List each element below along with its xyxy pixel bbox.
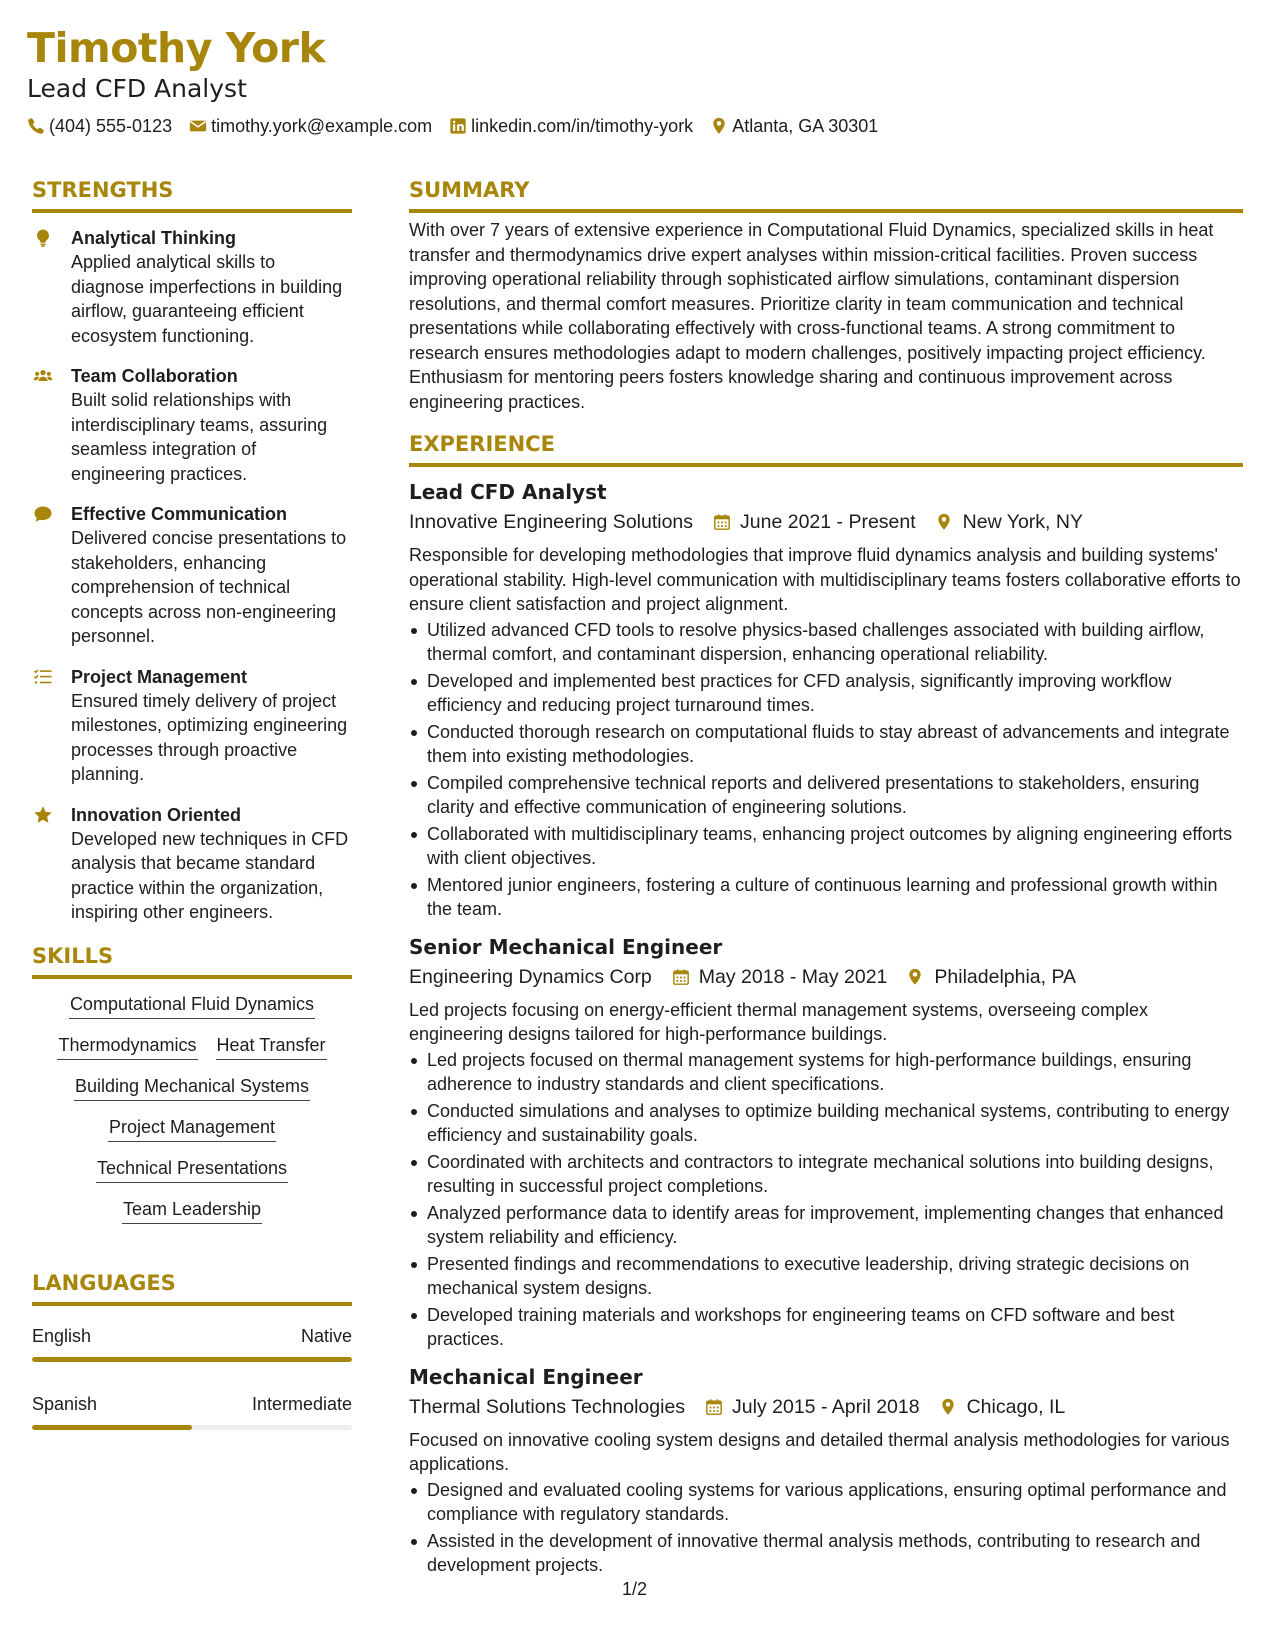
- calendar-icon: [713, 513, 731, 531]
- strength-description: Delivered concise presentations to stakeholders, enhancing comprehension of technical concepts across non-engineering personnel.: [71, 528, 347, 646]
- candidate-title: Lead CFD Analyst: [27, 74, 247, 103]
- strengths-heading: STRENGTHS: [32, 178, 174, 202]
- job-description: Led projects focusing on energy-efficient thermal management systems, overseeing complex engineering designs tailored for high-performance buildings.: [409, 999, 1149, 1044]
- right-column: [409, 175, 1243, 1580]
- skill-row: [60, 992, 324, 1019]
- job-dates: June 2021 - Present: [740, 511, 916, 533]
- experience-list: [409, 477, 1243, 1578]
- strength-title: Effective Communication: [71, 504, 288, 524]
- job-bullet: Mentored junior engineers, fostering a culture of continuous learning and professional growth within the team.: [409, 873, 1243, 922]
- job-title: Senior Mechanical Engineer: [409, 934, 723, 959]
- job-location: Chicago, IL: [966, 1395, 1066, 1418]
- strength-item: [32, 364, 352, 486]
- contact-phone[interactable]: [27, 114, 172, 138]
- phone-icon: [27, 117, 45, 135]
- skill-row: [65, 1074, 319, 1101]
- experience-entry: [409, 477, 1243, 922]
- job-bullet: Assisted in the development of innovative thermal analysis methods, contributing to research and development projects.: [409, 1529, 1243, 1578]
- job-description: Responsible for developing methodologies that improve fluid dynamics analysis and building systems' operational stability. High-level communication with multidisciplinary teams fosters collaborative efforts to ensure client satisfaction and project alignment.: [409, 545, 1241, 614]
- summary-heading: SUMMARY: [409, 178, 530, 202]
- strength-item: [32, 803, 352, 925]
- language-level: Native: [300, 1325, 352, 1346]
- experience-entry: [409, 1362, 1243, 1578]
- resume-header: [27, 20, 1247, 138]
- job-bullet: Designed and evaluated cooling systems for various applications, ensuring optimal performance and compliance with regulatory standards.: [409, 1478, 1243, 1527]
- job-bullet: Presented findings and recommendations to executive leadership, driving strategic decisions on mechanical system designs.: [409, 1252, 1243, 1301]
- language-item: [32, 1324, 352, 1362]
- job-bullet: Developed and implemented best practices for CFD analysis, significantly improving workflow efficiency and reducing project turnaround times.: [409, 669, 1243, 718]
- job-bullets: [409, 1048, 1243, 1352]
- strength-item: [32, 665, 352, 787]
- map-pin-icon: [906, 968, 924, 986]
- languages-list: [32, 1324, 352, 1430]
- strength-description: Developed new techniques in CFD analysis that became standard practice within the organization, inspiring other engineers.: [71, 828, 349, 922]
- company-name: Engineering Dynamics Corp: [409, 965, 652, 988]
- linkedin-text: linkedin.com/in/timothy-york: [471, 116, 694, 136]
- job-location: New York, NY: [962, 511, 1083, 533]
- skill-tag: Heat Transfer: [216, 1033, 327, 1060]
- page-number: 1/2: [622, 1579, 648, 1599]
- skills-list: [32, 992, 352, 1238]
- skills-heading: SKILLS: [32, 943, 114, 968]
- email-text: timothy.york@example.com: [211, 116, 433, 136]
- strength-title: Team Collaboration: [71, 366, 238, 386]
- company-name: Thermal Solutions Technologies: [409, 1395, 686, 1418]
- skill-tag: Building Mechanical Systems: [74, 1074, 310, 1101]
- languages-divider: [32, 1302, 352, 1306]
- job-meta: [409, 962, 1243, 992]
- contact-linkedin[interactable]: [449, 114, 693, 138]
- job-bullet: Developed training materials and workshops for engineering teams on CFD software and best practices.: [409, 1303, 1243, 1352]
- strength-title: Innovation Oriented: [71, 804, 242, 825]
- job-bullet: Analyzed performance data to identify areas for improvement, implementing changes that enhanced system reliability and efficiency.: [409, 1201, 1243, 1250]
- job-meta: [409, 1392, 1243, 1422]
- strength-title: Analytical Thinking: [71, 228, 237, 248]
- job-bullets: [409, 1478, 1243, 1578]
- language-name: English: [32, 1325, 92, 1346]
- skill-row: [87, 1156, 297, 1183]
- experience-heading: EXPERIENCE: [409, 432, 555, 456]
- strengths-list: [32, 226, 352, 925]
- company-name: Innovative Engineering Solutions: [409, 511, 694, 533]
- strength-item: [32, 226, 352, 348]
- lightbulb-icon: [32, 228, 54, 248]
- phone-text: (404) 555-0123: [49, 116, 173, 136]
- map-pin-icon: [935, 513, 953, 531]
- skills-divider: [32, 975, 352, 979]
- strengths-divider: [32, 209, 352, 213]
- contact-location: [710, 114, 878, 138]
- summary-divider: [409, 209, 1243, 213]
- language-level: Intermediate: [251, 1393, 352, 1414]
- language-proficiency-bar: [32, 1357, 352, 1362]
- linkedin-icon: [449, 117, 467, 135]
- skill-row: [48, 1033, 335, 1060]
- candidate-name: Timothy York: [27, 24, 326, 72]
- summary-text: With over 7 years of extensive experience in Computational Fluid Dynamics, specialized skills in heat transfer and thermodynamics drive expert analyses within mission-critical facilities. Proven success improving operational reliability through sophisticated airflow simulations, contaminant dispersion resolutions, and thermal comfort measures. Prioritize clarity in team communication and technical presentations while collaborating effectively with cross-functional teams. A strong commitment to research ensures methodologies adapt to modern challenges, positively impacting project efficiency. Enthusiasm for mentoring peers fosters knowledge sharing and continuous improvement across engineering practices.: [409, 220, 1214, 412]
- calendar-icon: [672, 968, 690, 986]
- language-proficiency-fill: [32, 1357, 352, 1362]
- strength-description: Built solid relationships with interdisciplinary teams, assuring seamless integration of engineering practices.: [71, 390, 328, 484]
- strength-item: [32, 502, 352, 649]
- job-title: Mechanical Engineer: [409, 1364, 643, 1389]
- job-bullet: Coordinated with architects and contractors to integrate mechanical solutions into building designs, resulting in successful project completions.: [409, 1150, 1243, 1199]
- language-proficiency-bar: [32, 1425, 352, 1430]
- skill-row: [113, 1197, 271, 1224]
- job-description: Focused on innovative cooling system designs and detailed thermal analysis methodologies for various applications.: [409, 1429, 1230, 1474]
- job-bullet: Conducted thorough research on computational fluids to stay abreast of advancements and integrate them into existing methodologies.: [409, 720, 1243, 769]
- job-location: Philadelphia, PA: [934, 965, 1077, 988]
- job-bullet: Collaborated with multidisciplinary teams, enhancing project outcomes by aligning engineering efforts with client objectives.: [409, 822, 1243, 871]
- strength-description: Applied analytical skills to diagnose imperfections in building airflow, guaranteeing efficient ecosystem functioning.: [71, 252, 343, 346]
- contact-bar: [27, 114, 1247, 138]
- experience-divider: [409, 463, 1243, 467]
- job-dates: May 2018 - May 2021: [698, 965, 888, 988]
- skill-tag: Technical Presentations: [96, 1156, 288, 1183]
- job-title: Lead CFD Analyst: [409, 480, 607, 504]
- contact-email[interactable]: [189, 114, 432, 138]
- left-column: [32, 175, 352, 1460]
- comment-icon: [32, 504, 54, 524]
- job-bullets: [409, 618, 1243, 922]
- map-pin-icon: [710, 117, 728, 135]
- language-item: [32, 1392, 352, 1430]
- language-name: Spanish: [32, 1393, 98, 1414]
- experience-entry: [409, 932, 1243, 1352]
- job-bullet: Compiled comprehensive technical reports and delivered presentations to stakeholders, ensuring clarity and effective communication of engineering solutions.: [409, 771, 1243, 820]
- skill-tag: Thermodynamics: [57, 1033, 197, 1060]
- skill-row: [99, 1115, 285, 1142]
- envelope-icon: [189, 117, 207, 135]
- skill-tag: Project Management: [108, 1115, 276, 1142]
- skill-tag: Team Leadership: [122, 1197, 262, 1224]
- task-list-icon: [32, 667, 54, 687]
- calendar-icon: [705, 1398, 723, 1416]
- job-meta: [409, 507, 1243, 537]
- location-text: Atlanta, GA 30301: [732, 116, 879, 136]
- job-bullet: Conducted simulations and analyses to optimize building mechanical systems, contributing to energy efficiency and sustainability goals.: [409, 1099, 1243, 1148]
- users-icon: [32, 366, 54, 386]
- strength-description: Ensured timely delivery of project milestones, optimizing engineering processes through proactive planning.: [71, 690, 348, 784]
- language-proficiency-fill: [32, 1425, 192, 1430]
- languages-heading: LANGUAGES: [32, 1270, 176, 1295]
- job-bullet: Utilized advanced CFD tools to resolve physics-based challenges associated with building airflow, thermal comfort, and contaminant dispersion, enhancing operational reliability.: [409, 618, 1243, 667]
- star-icon: [32, 805, 54, 825]
- job-dates: July 2015 - April 2018: [732, 1395, 920, 1418]
- strength-title: Project Management: [71, 666, 248, 687]
- skill-tag: Computational Fluid Dynamics: [69, 992, 315, 1019]
- map-pin-icon: [939, 1398, 957, 1416]
- job-bullet: Led projects focused on thermal management systems for high-performance buildings, ensuring adherence to industry standards and client specifications.: [409, 1048, 1243, 1097]
